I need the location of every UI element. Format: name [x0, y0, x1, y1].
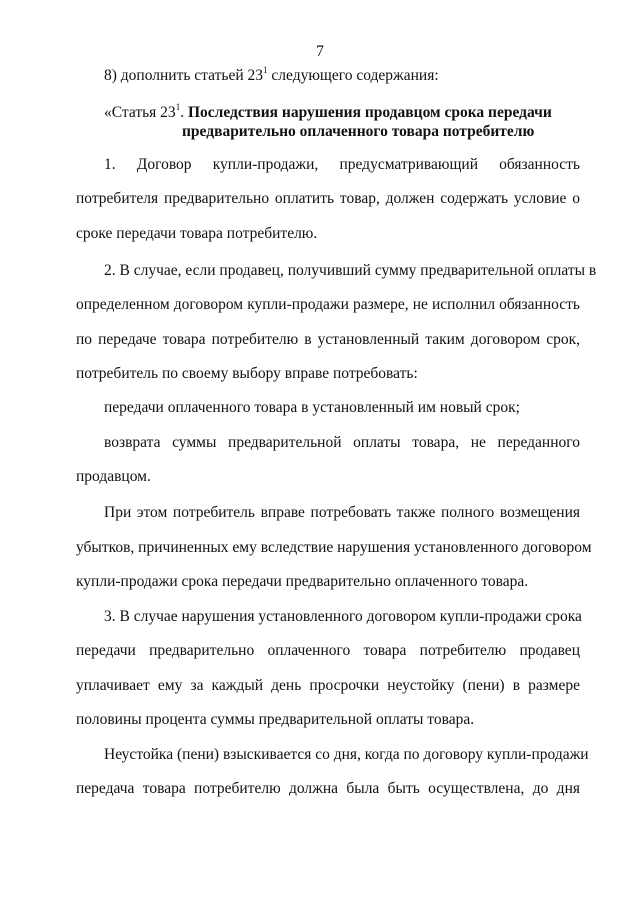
text-line: потребитель по своему выбору вправе потребовать: [76, 365, 418, 382]
text-line: сроке передачи товара потребителю. [76, 225, 318, 242]
article-heading-line-1 [104, 103, 552, 123]
text-line: передачи предварительно оплаченного товара потребителю продавец [76, 642, 580, 659]
text-line: по передаче товара потребителю в установленный таким договором срок, [76, 331, 580, 348]
intro-text-after: следующего содержания: [267, 67, 439, 84]
text-line: передача товара потребителю должна была быть осуществлена, до дня [76, 780, 580, 797]
text-line: потребителя предварительно оплатить товар, должен содержать условие о [76, 190, 580, 207]
article-heading-line-2: предварительно оплаченного товара потребителю [182, 123, 535, 140]
text-line: определенном договором купли-продажи размере, не исполнил обязанность [76, 296, 580, 313]
text-line: 2. В случае, если продавец, получивший сумму предварительной оплаты в [104, 262, 597, 279]
intro-text: 8) дополнить статьей 23 [104, 67, 264, 84]
text-line: 3. В случае нарушения установленного договором купли-продажи срока [104, 608, 582, 625]
text-line: купли-продажи срока передачи предварительно оплаченного товара. [76, 573, 529, 590]
text-line: половины процента суммы предварительной оплаты товара. [76, 711, 475, 728]
text-line: При этом потребитель вправе потребовать также полного возмещения [104, 504, 580, 521]
article-heading-dot: . [180, 104, 188, 121]
text-line: продавцом. [76, 468, 151, 485]
text-line: убытков, причиненных ему вследствие нарушения установленного договором [76, 539, 592, 556]
text-line: уплачивает ему за каждый день просрочки неустойку (пени) в размере [76, 677, 580, 694]
text-line: Неустойка (пени) взыскивается со дня, когда по договору купли-продажи [104, 746, 589, 763]
amendment-intro [104, 66, 439, 86]
article-heading-prefix: «Статья 23 [104, 104, 176, 121]
article-heading-title: Последствия нарушения продавцом срока передачи [187, 104, 552, 121]
intro-superscript: 1 [263, 65, 268, 75]
page-number: 7 [316, 43, 324, 60]
text-line: передачи оплаченного товара в установленный им новый срок; [104, 399, 520, 416]
text-line: возврата суммы предварительной оплаты товара, не переданного [104, 434, 580, 451]
article-heading-superscript: 1 [175, 102, 181, 112]
text-line: 1. Договор купли-продажи, предусматривающий обязанность [104, 156, 580, 173]
